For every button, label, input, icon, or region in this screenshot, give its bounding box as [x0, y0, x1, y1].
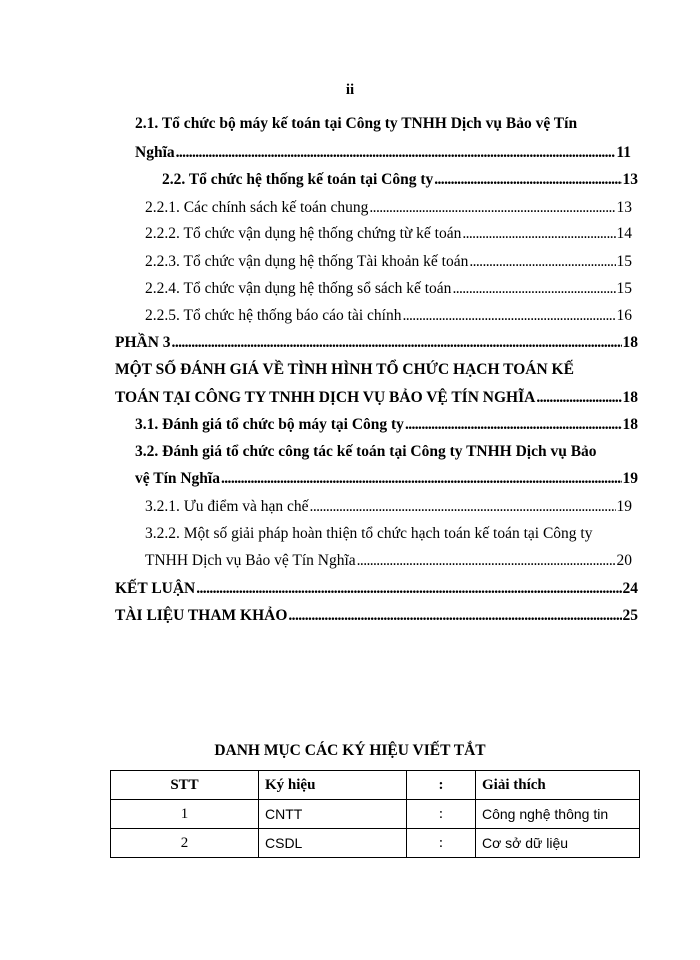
toc-entry-3-2-1	[145, 496, 632, 518]
table-row	[111, 800, 640, 829]
toc-entry-2-2-3	[145, 251, 632, 273]
toc-entry-text: 2.2.2. Tổ chức vận dụng hệ thống chứng từ kế toán	[145, 225, 462, 242]
toc-entry-text: 3.2. Đánh giá tổ chức công tác kế toán tại Công ty TNHH Dịch vụ Bảo	[135, 443, 597, 460]
cell-colon: :	[407, 829, 476, 858]
toc-entry-2-2-2	[145, 223, 632, 245]
toc-entry-text: PHẦN 3	[115, 334, 171, 351]
toc-entry-ket-luan	[115, 578, 638, 600]
toc-entry-text: TNHH Dịch vụ Bảo vệ Tín Nghĩa	[145, 552, 356, 569]
toc-page-number: 13	[616, 199, 632, 216]
toc-entry-3-2-2-line1	[145, 523, 631, 545]
toc-entry-3-2-2	[145, 550, 632, 572]
toc-entry-text: TOÁN TẠI CÔNG TY TNHH DỊCH VỤ BẢO VỆ TÍN NGHĨA	[115, 389, 536, 406]
toc-entry-3-1	[135, 414, 638, 436]
toc-entry-text: 2.2.1. Các chính sách kế toán chung	[145, 199, 369, 216]
abbreviations-table	[110, 770, 640, 858]
table-header-row	[111, 771, 640, 800]
toc-entry-2-2-4	[145, 278, 632, 300]
toc-page-number: 18	[622, 389, 638, 406]
toc-page-number: 13	[622, 171, 638, 188]
toc-page-number: 15	[616, 253, 632, 270]
toc-entry-2-2-5	[145, 305, 632, 327]
toc-entry-text: 3.2.1. Ưu điểm và hạn chế	[145, 498, 309, 515]
cell-meaning: Công nghệ thông tin	[476, 800, 640, 829]
toc-entry-2-2-1	[145, 197, 632, 219]
toc-entry-text: 2.2.3. Tổ chức vận dụng hệ thống Tài khoản kế toán	[145, 253, 469, 270]
toc-page-number: 11	[616, 144, 631, 161]
page-number: ii	[345, 82, 355, 98]
toc-entry-2-2	[162, 169, 638, 191]
toc-entry-3-2-line1	[135, 441, 631, 463]
toc-page-number: 16	[616, 307, 632, 324]
toc-entry-text: KẾT LUẬN	[115, 580, 196, 597]
toc-entry-text: 2.2.4. Tổ chức vận dụng hệ thống sổ sách kế toán	[145, 280, 452, 297]
header-stt: STT	[111, 771, 259, 800]
header-colon: :	[407, 771, 476, 800]
toc-entry-text: 3.1. Đánh giá tổ chức bộ máy tại Công ty	[135, 416, 404, 433]
toc-entry-text: 2.2.5. Tổ chức hệ thống báo cáo tài chính	[145, 307, 402, 324]
toc-entry-text: MỘT SỐ ĐÁNH GIÁ VỀ TÌNH HÌNH TỔ CHỨC HẠCH TOÁN KẾ	[115, 361, 574, 378]
toc-entry-heading-line1	[115, 359, 631, 381]
cell-stt: 2	[111, 829, 259, 858]
table-row	[111, 829, 640, 858]
toc-page-number: 20	[616, 552, 632, 569]
toc-entry-text: vệ Tín Nghĩa	[135, 470, 220, 487]
toc-page-number: 14	[616, 225, 632, 242]
toc-entry-2-1	[135, 142, 631, 164]
toc-page-number: 25	[622, 607, 638, 624]
toc-entry-tai-lieu	[115, 605, 638, 627]
cell-meaning: Cơ sở dữ liệu	[476, 829, 640, 858]
toc-entry-text: 2.2. Tổ chức hệ thống kế toán tại Công ty	[162, 171, 434, 188]
toc-page-number: 18	[622, 334, 638, 351]
toc-page-number: 19	[622, 470, 638, 487]
cell-colon: :	[407, 800, 476, 829]
toc-page-number: 15	[616, 280, 632, 297]
toc-page-number: 24	[622, 580, 638, 597]
cell-symbol: CNTT	[259, 800, 407, 829]
toc-page-number: 18	[622, 416, 638, 433]
toc-entry-phan-3	[115, 332, 638, 354]
toc-entry-text: TÀI LIỆU THAM KHẢO	[115, 607, 288, 624]
toc-entry-text: Nghĩa	[135, 144, 175, 161]
cell-symbol: CSDL	[259, 829, 407, 858]
header-meaning: Giải thích	[476, 771, 640, 800]
toc-page-number: 19	[616, 498, 632, 515]
toc-entry-heading	[115, 387, 638, 409]
header-symbol: Ký hiệu	[259, 771, 407, 800]
abbreviations-title: DANH MỤC CÁC KÝ HIỆU VIẾT TẮT	[214, 742, 486, 759]
toc-entry-text: 3.2.2. Một số giải pháp hoàn thiện tổ chức hạch toán kế toán tại Công ty	[145, 525, 593, 542]
toc-entry-3-2	[135, 468, 638, 490]
cell-stt: 1	[111, 800, 259, 829]
toc-entry-text: 2.1. Tổ chức bộ máy kế toán tại Công ty TNHH Dịch vụ Bảo vệ Tín	[135, 115, 578, 132]
toc-entry-2-1-line1	[135, 113, 631, 135]
